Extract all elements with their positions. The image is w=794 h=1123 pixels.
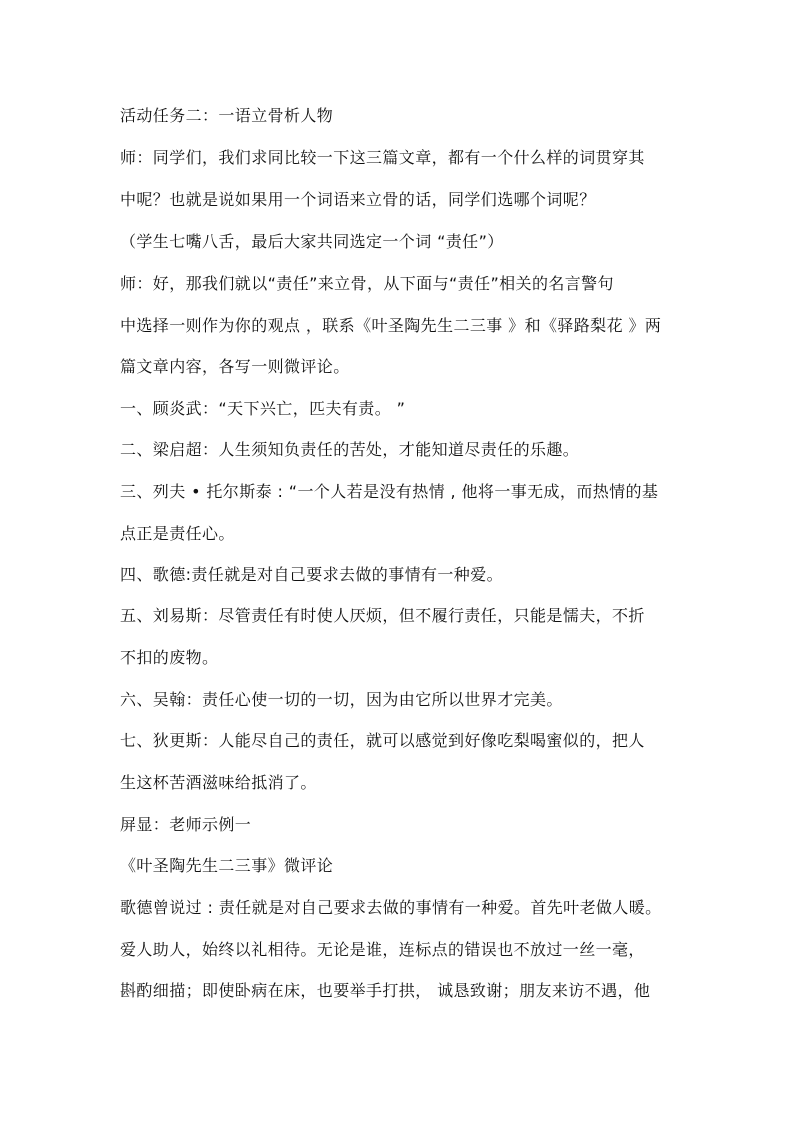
text-line: 篇文章内容，各写一则微评论。: [120, 357, 350, 376]
quote-item: 一、顾炎武：“天下兴亡，匹夫有责。 ”: [120, 399, 406, 418]
text-line: 师：好，那我们就以“责任”来立骨，从下面与“责任”相关的名言警句: [120, 274, 614, 293]
quote-item: 六、吴翰：责任心使一切的一切，因为由它所以世界才完美。: [120, 690, 563, 709]
quote-item-continued: 生这杯苦酒滋味给抵消了。: [120, 773, 317, 792]
quote-item: 七、狄更斯：人能尽自己的责任，就可以感觉到好像吃梨喝蜜似的，把人: [120, 731, 645, 750]
text-line: （学生七嘴八舌，最后大家共同选定一个词 “责任”）: [120, 232, 504, 251]
text-line: 师：同学们，我们求同比较一下这三篇文章，都有一个什么样的词贯穿其: [120, 148, 645, 167]
text-line: 中选择一则作为你的观点 ，联系《叶圣陶先生二三事 》和《驿路梨花 》两: [120, 316, 662, 335]
quote-item-continued: 不扣的废物。: [120, 648, 219, 667]
text-line: 歌德曾说过 : 责任就是对自己要求去做的事情有一种爱。首先叶老做人暖。: [120, 898, 662, 917]
quote-item: 五、刘易斯：尽管责任有时使人厌烦，但不履行责任，只能是懦夫，不折: [120, 606, 645, 625]
review-title: 《叶圣陶先生二三事》微评论: [120, 856, 334, 875]
section-heading: 活动任务二：一语立骨析人物: [120, 106, 334, 125]
quote-item-continued: 点正是责任心。: [120, 524, 235, 543]
quote-item: 三、列夫 • 托尔斯泰 : “一个人若是没有热情 , 他将一事无成，而热情的基: [120, 482, 659, 501]
text-line: 斟酌细描；即使卧病在床，也要举手打拱， 诚恳致谢；朋友来访不遇，他: [120, 981, 651, 1000]
screen-display-label: 屏显：老师示例一: [120, 815, 252, 834]
quote-item: 二、梁启超：人生须知负责任的苦处，才能知道尽责任的乐趣。: [120, 440, 580, 459]
text-line: 中呢？也就是说如果用一个词语来立骨的话，同学们选哪个词呢？: [120, 190, 596, 209]
quote-item: 四、歌德:责任就是对自己要求去做的事情有一种爱。: [120, 565, 503, 584]
text-line: 爱人助人，始终以礼相待。无论是谁，连标点的错误也不放过一丝一毫，: [120, 940, 645, 959]
